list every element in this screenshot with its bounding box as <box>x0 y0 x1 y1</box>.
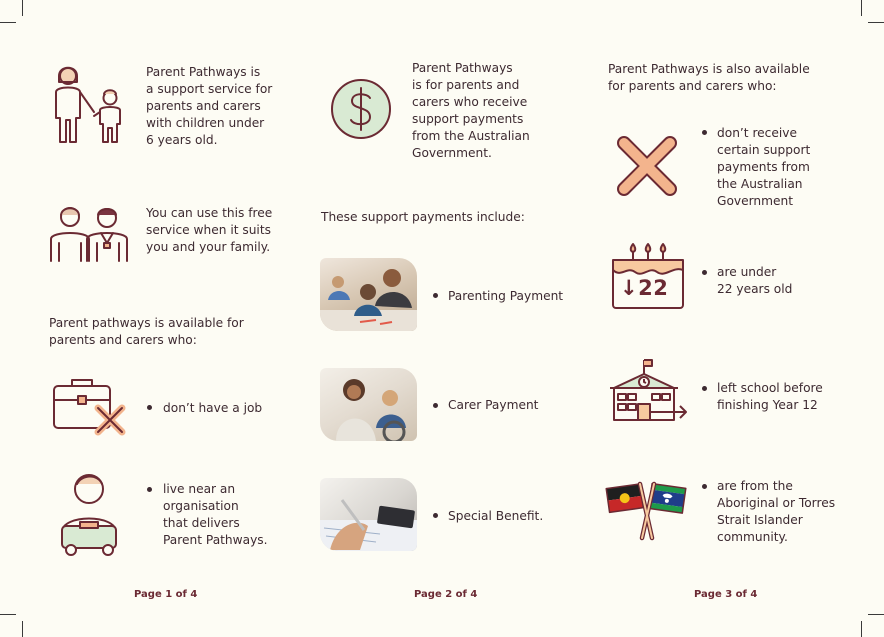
text-line: don’t receive <box>717 126 797 140</box>
text-line: certain support <box>717 143 811 157</box>
text-line: finishing Year 12 <box>717 398 818 412</box>
page3-criterion-no-payments <box>717 125 810 210</box>
crop-mark <box>0 614 16 615</box>
page3-criterion-aboriginal-torres-strait <box>717 478 835 546</box>
text-line: carers who receive <box>412 95 528 109</box>
age-22-badge: ↓22 <box>620 276 669 300</box>
text-line: with children under <box>146 116 265 130</box>
text-line: Aboriginal or Torres <box>717 496 836 510</box>
cross-icon <box>616 135 678 197</box>
text-line: Parent pathways is available for <box>49 316 244 330</box>
page-2-footer: Page 2 of 4 <box>414 589 478 600</box>
text-line: Parent Pathways <box>412 61 513 75</box>
payment-parenting: Parenting Payment <box>448 289 564 303</box>
text-line: community. <box>717 530 788 544</box>
bullet <box>433 403 438 408</box>
page1-criterion-no-job <box>163 400 262 417</box>
person-at-desk-icon <box>58 472 122 556</box>
text-line: Strait Islander <box>717 513 803 527</box>
bullet <box>147 405 152 410</box>
school-building-icon <box>608 358 688 424</box>
text-line: left school before <box>717 381 823 395</box>
text-line: parents and carers <box>146 99 261 113</box>
crop-mark <box>868 22 884 23</box>
aboriginal-torres-strait-flags-icon <box>606 480 688 540</box>
text-line: the Australian <box>717 177 803 191</box>
text-line: 6 years old. <box>146 133 218 147</box>
text-line: 22 years old <box>717 282 793 296</box>
page2-intro-text <box>412 60 530 162</box>
text-line: You can use this free <box>146 206 273 220</box>
crop-mark <box>0 22 16 23</box>
crop-mark <box>22 621 23 637</box>
bullet <box>702 386 707 391</box>
bullet <box>433 513 438 518</box>
text-line: Government <box>717 194 794 208</box>
father-and-children-drawing-photo <box>320 258 417 331</box>
payments-heading: These support payments include: <box>321 210 525 224</box>
hands-with-calculator-photo <box>320 478 417 551</box>
bullet <box>433 293 438 298</box>
crop-mark <box>861 621 862 637</box>
text-line: Parent Pathways. <box>163 533 268 547</box>
bullet <box>702 484 707 489</box>
text-line: you and your family. <box>146 240 271 254</box>
text-line: that delivers <box>163 516 240 530</box>
text-line: live near an <box>163 482 236 496</box>
parent-and-child-icon <box>50 62 128 144</box>
bullet <box>147 487 152 492</box>
briefcase-x-icon <box>52 376 128 438</box>
text-line: parents and carers who: <box>49 333 197 347</box>
text-line: service when it suits <box>146 223 271 237</box>
page1-free-service-text <box>146 205 272 256</box>
text-line: don’t have a job <box>163 401 263 415</box>
text-line: are under <box>717 265 777 279</box>
text-line: from the Australian <box>412 129 530 143</box>
dollar-icon <box>330 78 392 140</box>
page1-criterion-live-near <box>163 481 268 549</box>
text-line: is for parents and <box>412 78 520 92</box>
text-line: Parent Pathways is also available <box>608 62 810 76</box>
carer-with-child-in-wheelchair-photo <box>320 368 417 441</box>
text-line: for parents and carers who: <box>608 79 777 93</box>
two-adults-icon <box>49 203 131 263</box>
crop-mark <box>868 614 884 615</box>
crop-mark <box>22 0 23 16</box>
crop-mark <box>861 0 862 16</box>
page-3-footer: Page 3 of 4 <box>694 589 758 600</box>
page1-available-heading <box>49 315 244 349</box>
page3-criterion-left-school <box>717 380 823 414</box>
page3-intro-text <box>608 61 810 95</box>
text-line: support payments <box>412 112 524 126</box>
payment-special-benefit: Special Benefit. <box>448 509 544 523</box>
page-1-footer: Page 1 of 4 <box>134 589 198 600</box>
birthday-cake-22-icon <box>611 238 685 312</box>
bullet <box>702 130 707 135</box>
text-line: are from the <box>717 479 793 493</box>
text-line: Government. <box>412 146 492 160</box>
page1-intro-text <box>146 64 272 149</box>
text-line: organisation <box>163 499 239 513</box>
bullet <box>702 270 707 275</box>
text-line: payments from <box>717 160 810 174</box>
text-line: a support service for <box>146 82 273 96</box>
page3-criterion-under-22 <box>717 264 792 298</box>
text-line: Parent Pathways is <box>146 65 261 79</box>
payment-carer: Carer Payment <box>448 398 539 412</box>
